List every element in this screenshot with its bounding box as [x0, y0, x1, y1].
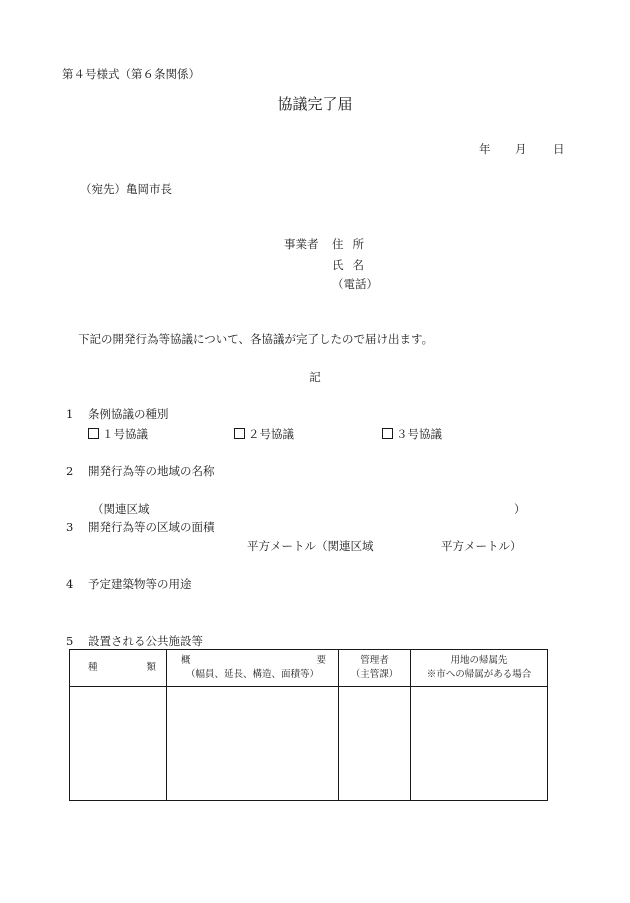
ki-heading: 記: [309, 370, 321, 384]
section-4-heading: [66, 576, 192, 592]
section-number: 3: [66, 520, 74, 534]
public-facilities-table: [69, 649, 548, 801]
table-row: [70, 687, 548, 801]
col-summary-sub: （幅員、延長、構造、面積等）: [185, 669, 319, 680]
option-label: １号協議: [102, 427, 148, 441]
col-manager: [339, 650, 411, 687]
intro-text: 下記の開発行為等協議について、各協議が完了したので届け出ます。: [78, 332, 434, 346]
document-title: 協議完了届: [277, 95, 353, 113]
section-number: 5: [66, 634, 74, 648]
name-label: 氏名: [332, 258, 373, 272]
col-manager-sub: （主管課）: [350, 669, 399, 680]
section-5-heading: [66, 633, 203, 649]
option-label: ２号協議: [248, 427, 294, 441]
section-3-heading: [66, 519, 215, 535]
checkbox[interactable]: [382, 428, 393, 439]
col-land-label: 用地の帰属先: [450, 655, 508, 666]
table-cell-summary[interactable]: [167, 687, 339, 801]
checkbox[interactable]: [234, 428, 245, 439]
section-title: 条例協議の種別: [88, 407, 169, 421]
related-area-close: ）: [514, 502, 526, 516]
date-year-label: 年: [479, 142, 491, 156]
form-number: 第４号様式（第６条関係）: [62, 67, 200, 81]
section-title: 予定建築物等の用途: [88, 577, 192, 591]
section-number: 1: [66, 407, 74, 421]
addressee: （宛先）亀岡市長: [80, 182, 172, 196]
table-cell-land[interactable]: [411, 687, 548, 801]
section-1-heading: [66, 406, 169, 422]
col-summary-title: 概 要: [181, 655, 326, 666]
col-type: [70, 650, 167, 687]
applicant-label: 事業者: [284, 237, 319, 251]
section-number: 4: [66, 577, 74, 591]
col-manager-label: 管理者: [360, 655, 389, 666]
date-day-label: 日: [553, 142, 565, 156]
address-label: 住所: [332, 237, 373, 251]
section-title: 開発行為等の区域の面積: [88, 520, 215, 534]
option-1go[interactable]: [88, 426, 148, 442]
col-summary: [167, 650, 339, 687]
section-2-heading: [66, 463, 215, 479]
option-2go[interactable]: [234, 426, 294, 442]
phone-label: （電話）: [332, 277, 378, 291]
option-3go[interactable]: [382, 426, 442, 442]
table-header-row: [70, 650, 548, 687]
table-cell-type[interactable]: [70, 687, 167, 801]
option-label: ３号協議: [396, 427, 442, 441]
checkbox[interactable]: [88, 428, 99, 439]
area-unit-2: 平方メートル）: [441, 539, 522, 553]
col-land-sub: ※市への帰属がある場合: [426, 669, 532, 680]
section-title: 開発行為等の地域の名称: [88, 464, 215, 478]
related-area-open: （関連区域: [92, 502, 150, 516]
col-land: [411, 650, 548, 687]
date-month-label: 月: [515, 142, 527, 156]
table-cell-manager[interactable]: [339, 687, 411, 801]
section-number: 2: [66, 464, 74, 478]
area-unit-1: 平方メートル（関連区域: [247, 539, 374, 553]
col-type-label: 種 類: [88, 662, 156, 673]
section-title: 設置される公共施設等: [88, 634, 203, 648]
